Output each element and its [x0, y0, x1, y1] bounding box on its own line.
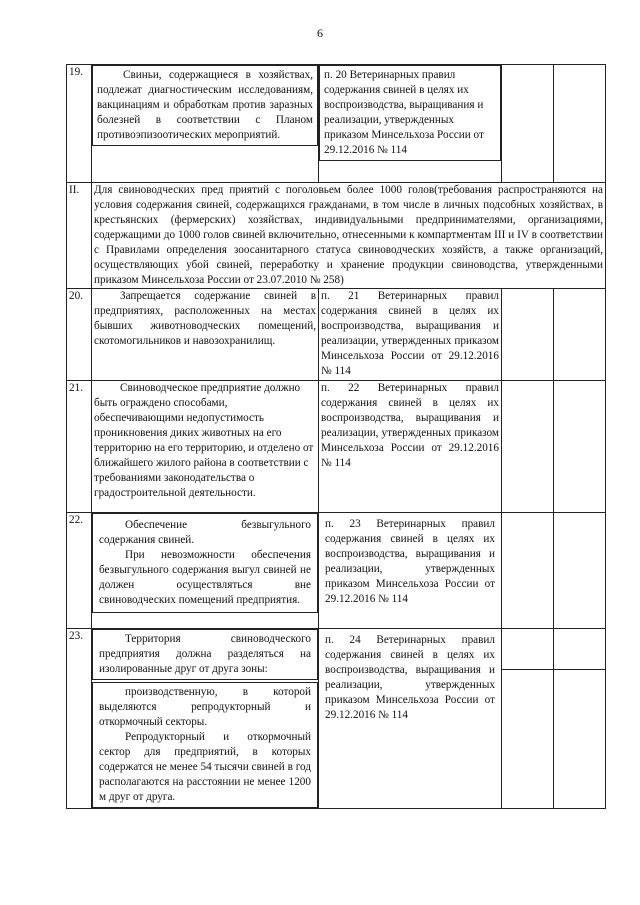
table-row: [67, 629, 606, 809]
empty-cell: [502, 629, 554, 809]
requirement-text: Репродукторный и откормочный сектор для предприятий, в которых содержатся не менее 54 тысячи свиней в год располагаются на расстоянии не менее 1200 м друг от друга.: [99, 731, 311, 803]
page-number: 6: [317, 26, 323, 40]
empty-cell: [554, 381, 606, 513]
row-number: 22.: [67, 513, 92, 629]
reference-text: п. 20 Ветеринарных правил содержания свиней в целях их воспроизводства, выращивания и реализации, утвержденных приказом Минсельхоза России от 29.12.2016 № 114: [319, 65, 501, 161]
table-row: [67, 381, 606, 513]
reference-text: п. 21 Ветеринарных правил содержания свиней в целях их воспроизводства, выращивания и реализации, утвержденных приказом Минсельхоза России от 29.12.2016 № 114: [321, 290, 499, 377]
empty-cell: [554, 629, 606, 809]
reference-cell: [319, 513, 502, 629]
requirement-text: производственную, в которой выделяются репродукторный и откормочный секторы.: [99, 686, 311, 728]
requirement-box: [92, 513, 318, 613]
requirement-text: Обеспечение безвыгульного содержания свиней.: [99, 519, 311, 546]
section-number: II.: [67, 183, 92, 289]
section-row: [67, 183, 606, 289]
requirement-cell: [92, 65, 319, 183]
table-row: [67, 65, 606, 183]
empty-cell: [502, 65, 554, 183]
requirements-table: [66, 64, 606, 809]
requirement-text: Свиньи, содержащиеся в хозяйствах, подлежат диагностическим исследованиям, вакцинациям и обработкам против заразных болезней в соответствии с Планом противоэпизоотических мероприятий.: [92, 65, 318, 146]
row-number: 23.: [67, 629, 92, 809]
requirement-text: Свиноводческое предприятие должно быть ограждено способами, обеспечивающими недопустимость проникновения диких животных на его территорию на его территорию, и отделено от ближайшего жилого района в соответствии с требованиями законодательства о градостроительной деятельности.: [94, 382, 314, 499]
row-number: 20.: [67, 289, 92, 381]
requirement-box: [92, 682, 318, 808]
requirement-cell: [92, 289, 319, 381]
empty-cell: [554, 513, 606, 629]
requirement-text: Территория свиноводческого предприятия должна разделяться на изолированные друг от друга зоны:: [92, 629, 318, 680]
empty-cell: [554, 289, 606, 381]
reference-cell: [319, 629, 502, 809]
requirement-text: Запрещается содержание свиней в предприятиях, расположенных на местах бывших животноводческих помещений, скотомогильников и навозохранилищ.: [94, 290, 316, 347]
reference-text: п. 23 Ветеринарных правил содержания свиней в целях их воспроизводства, выращивания и реализации, утвержденных приказом Минсельхоза России от 29.12.2016 № 114: [325, 518, 495, 605]
requirement-cell: [92, 513, 319, 629]
cell-divider: [502, 669, 553, 670]
empty-cell: [502, 513, 554, 629]
reference-cell: [319, 65, 502, 183]
requirement-text: При невозможности обеспечения безвыгульного содержания выгул свиней не должен осуществляться вне свиноводческих помещений предприятия.: [99, 549, 311, 606]
cell-divider: [554, 669, 605, 670]
reference-cell: [319, 289, 502, 381]
requirement-cell: [92, 381, 319, 513]
table-row: [67, 513, 606, 629]
section-heading: Для свиноводческих пред приятий с поголовьем более 1000 голов(требования распространяются на условия содержания свиней, содержащихся гражданами, в том числе в личных подсобных хозяйствах, в крестьянских (фермерских) хозяйствах, индивидуальными предпринимателями, организациями, содержащими до 1000 голов свиней включительно, отнесенными к компартментам III и IV в соответствии с Правилами определения зоосанитарного статуса свиноводческих хозяйств, а также организаций, осуществляющих убой свиней, переработку и хранение продукции свиноводства, утвержденными приказом Минсельхоза России от 23.07.2010 № 258): [92, 183, 606, 289]
empty-cell: [554, 65, 606, 183]
empty-cell: [502, 289, 554, 381]
reference-cell: [319, 381, 502, 513]
table-row: [67, 289, 606, 381]
row-number: 21.: [67, 381, 92, 513]
reference-text: п. 24 Ветеринарных правил содержания свиней в целях их воспроизводства, выращивания и реализации, утвержденных приказом Минсельхоза России от 29.12.2016 № 114: [325, 634, 495, 721]
requirement-cell: [92, 629, 319, 809]
row-number: 19.: [67, 65, 92, 183]
reference-text: п. 22 Ветеринарных правил содержания свиней в целях их воспроизводства, выращивания и реализации, утвержденных приказом Минсельхоза России от 29.12.2016 № 114: [321, 382, 499, 469]
empty-cell: [502, 381, 554, 513]
